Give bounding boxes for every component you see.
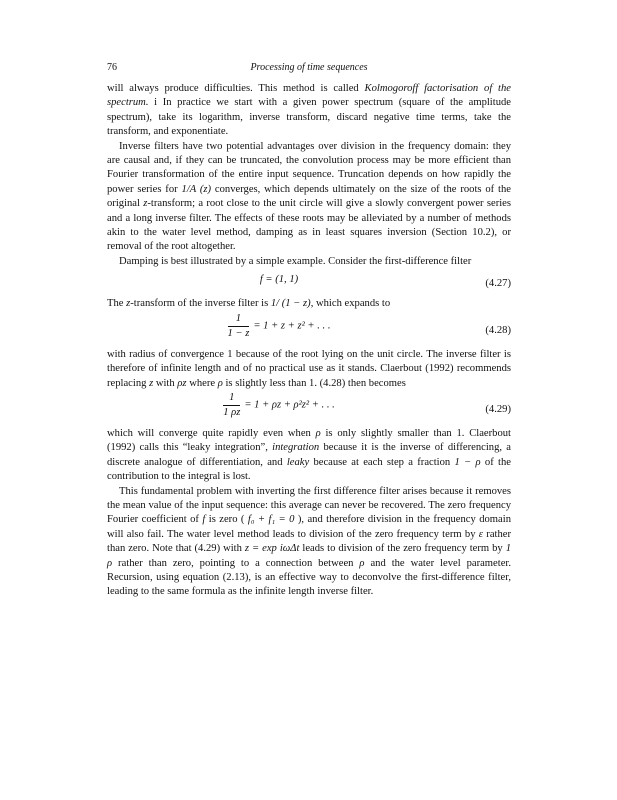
denominator: 1 ρz [223, 406, 241, 418]
fraction [223, 391, 240, 420]
math-inline: f [202, 514, 206, 526]
math-inline: f₀ + f₁ = 0 [247, 514, 295, 526]
numerator: 1 [223, 391, 240, 406]
text-run: with [153, 377, 178, 389]
math-inline: z [126, 298, 131, 310]
paragraph [107, 140, 511, 255]
page-header [107, 62, 511, 76]
text-run: rather than zero. Note that (4.29) with [107, 528, 511, 555]
math-inline: ε [478, 528, 483, 540]
equation-body: f = (1, 1) [259, 274, 299, 286]
math-inline: ρz [177, 377, 187, 389]
text-run: rather than zero, pointing to a connection between [112, 557, 360, 569]
math-inline: ρ [359, 557, 365, 569]
text-run: will always produce difficulties. This method is called [107, 83, 365, 94]
math-inline: 1/A (z) [181, 183, 212, 195]
text-run: Damping is best illustrated by a simple example. Consider the first-difference filter [119, 255, 472, 267]
text-run: ), and therefore division in the frequency domain will also fail. The water level method leads to division of the zero frequency term by [107, 514, 511, 540]
denominator: 1 − z [227, 327, 250, 339]
equation-4-29 [107, 391, 511, 427]
math-inline: 1/ (1 − z) [270, 298, 311, 310]
page-number: 76 [107, 62, 117, 73]
paragraph [107, 297, 511, 311]
text-run: because at each step a fraction [309, 456, 455, 468]
text-run: Inverse filters have two potential advantages over division in the frequency domain: they are causal and, if they can be truncated, the convolution process may be more efficient than Fourier transformation of the entire input sequence. Truncation depends on how rapidly the power series for [107, 140, 511, 195]
series-expansion: = 1 + z + z² + . . . [253, 319, 331, 331]
paragraph [107, 255, 511, 269]
equation-body [107, 312, 451, 341]
math-inline: z = exp iωΔt [244, 543, 300, 555]
text-run: which will converge quite rapidly even when [107, 427, 316, 439]
math-inline: 1 ρ [107, 543, 511, 569]
fraction [228, 312, 250, 341]
text-run: i In practice we start with a given power spectrum (square of the amplitude spectrum), take its logarithm, inverse transform, discard negative time terms, take the transform, and exponentiate. [107, 97, 511, 138]
math-inline: z [149, 377, 154, 389]
text-run: of the contribution to the integral is lost. [107, 456, 511, 483]
text-run: because it is the inverse of differencing, a discrete analogue of differentiation, and [107, 442, 512, 468]
equation-number: (4.28) [485, 324, 511, 336]
text-run: This fundamental problem with inverting the first difference filter arises because it removes the mean value of the input sequence: this average can never be recovered. The zero frequency Fourier coefficient of [107, 485, 511, 526]
text-run: , which expands to [310, 298, 391, 310]
text-run: is zero ( [205, 514, 248, 526]
paragraph [107, 82, 511, 140]
text-run: The [107, 298, 127, 310]
text-run: and the water level parameter. Recursion, using equation (2.13), is an effective way to deconvolve the first-difference filter, leading to the same formula as the infinite length inverse filter. [107, 557, 511, 598]
numerator: 1 [228, 312, 250, 327]
paragraph [107, 348, 511, 391]
paragraph [107, 485, 511, 600]
main-text [107, 82, 511, 600]
math-inline: 1 − ρ [454, 456, 481, 468]
math-inline: ρ [315, 427, 321, 439]
equation-4-27 [107, 273, 511, 297]
running-head: Processing of time sequences [250, 62, 368, 73]
equation-number: (4.29) [485, 403, 511, 415]
series-expansion: = 1 + ρz + ρ²z² + . . . [244, 399, 335, 411]
equation-4-28 [107, 312, 511, 348]
text-run: converges, which depends ultimately on the size of the roots of the original [107, 183, 511, 210]
text-run: -transform; a root close to the unit circle will give a slowly convergent power series and a long inverse filter. The effects of these roots may be alleviated by a number of methods akin to the water level method, damping as in least squares inversion (Section 10.2), or removal of the root altogether. [107, 198, 511, 253]
text-run: is only slightly smaller than 1. Claerbout (1992) calls this “leaky integration”, [107, 427, 511, 454]
italic-term: leaky [286, 456, 310, 468]
text-run: is slightly less than 1. (4.28) then becomes [222, 377, 406, 389]
math-inline: ρ [217, 377, 223, 389]
text-run: leads to division of the zero frequency term by [299, 543, 506, 555]
text-run: where [186, 377, 218, 389]
equation-body [107, 391, 451, 420]
math-inline: z [143, 198, 148, 210]
paragraph [107, 427, 511, 485]
italic-term: integration [272, 442, 320, 454]
text-run: with radius of convergence 1 because of the root lying on the unit circle. The inverse filter is therefore of infinite length and of no practical use as it stands. Claerbout (1992) recommends replacing [107, 348, 511, 389]
italic-term: Kolmogoroff factorisation of the spectrum. [107, 83, 511, 109]
text-run: -transform of the inverse filter is [130, 298, 271, 310]
equation-number: (4.27) [485, 278, 511, 290]
